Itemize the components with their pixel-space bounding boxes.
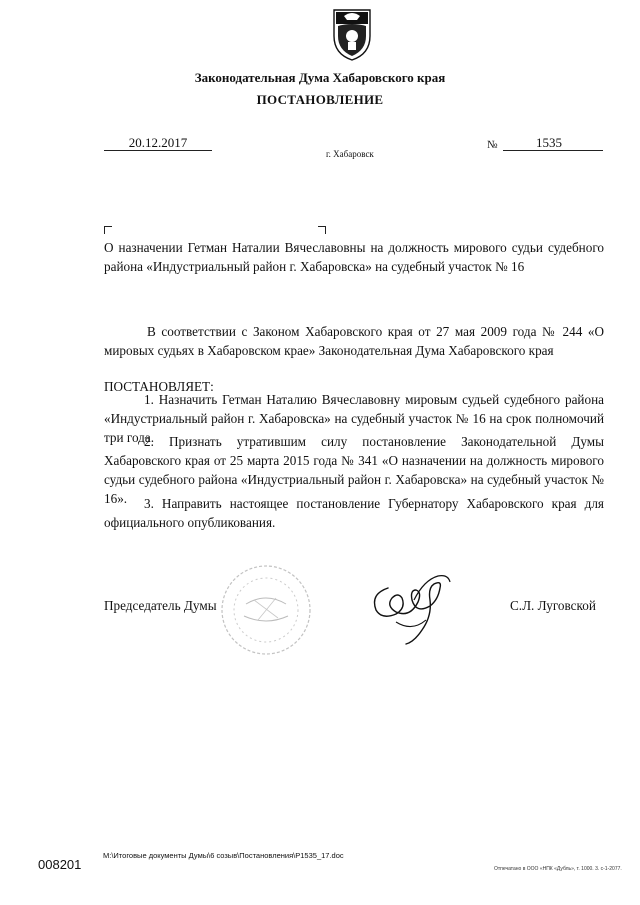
document-number: 1535 (536, 135, 562, 150)
document-number-field (503, 136, 603, 151)
document-type: ПОСТАНОВЛЕНИЕ (256, 92, 384, 107)
organization-name: Законодательная Дума Хабаровского края (194, 70, 446, 85)
title-corner-right (318, 226, 326, 234)
seal-stamp (206, 560, 326, 658)
file-path: M:\Итоговые документы Думы\6 созыв\Постановления\Р1535_17.doc (103, 851, 344, 860)
number-sign: № (487, 139, 498, 151)
signatory-position: Председатель Думы (104, 598, 217, 613)
signatory-name: С.Л. Луговской (510, 598, 596, 613)
resolution-item-1: 1. Назначить Гетман Наталию Вячеславовну мировым судьей судебного района «Индустриальный район г. Хабаровска» на судебный участок № 16 на срок полномочий три года. (104, 392, 604, 445)
khabarovsk-krai-emblem-icon (330, 6, 374, 62)
printer-note: Отпечатано в ООО «НПК «Дубль», т. 1000. 3. с-1-2077. (494, 866, 622, 872)
title-corner-left (104, 226, 112, 234)
document-date: 20.12.2017 (104, 136, 212, 151)
handwritten-signature (366, 570, 462, 648)
document-title: О назначении Гетман Наталии Вячеславовны на должность мирового судьи судебного района «Индустриальный район г. Хабаровска» на судебный участок № 16 (104, 240, 604, 274)
resolution-item-2: 2. Признать утратившим силу постановление Законодательной Думы Хабаровского края от 25 марта 2015 года № 341 «О назначении на должность мирового судьи судебного района «Индустриальный район г. Хабаровска» на судебный участок № 16». (104, 434, 604, 506)
preamble: В соответствии с Законом Хабаровского края от 27 мая 2009 года № 244 «О мировых судьях в Хабаровском крае» Законодательная Дума Хабаровского края (104, 324, 604, 358)
document-serial-number: 008201 (38, 857, 82, 872)
decides-heading: ПОСТАНОВЛЯЕТ: (104, 379, 214, 394)
resolution-item-3: 3. Направить настоящее постановление Губернатору Хабаровского края для официального опубликования. (104, 496, 604, 530)
document-city: г. Хабаровск (326, 149, 374, 159)
